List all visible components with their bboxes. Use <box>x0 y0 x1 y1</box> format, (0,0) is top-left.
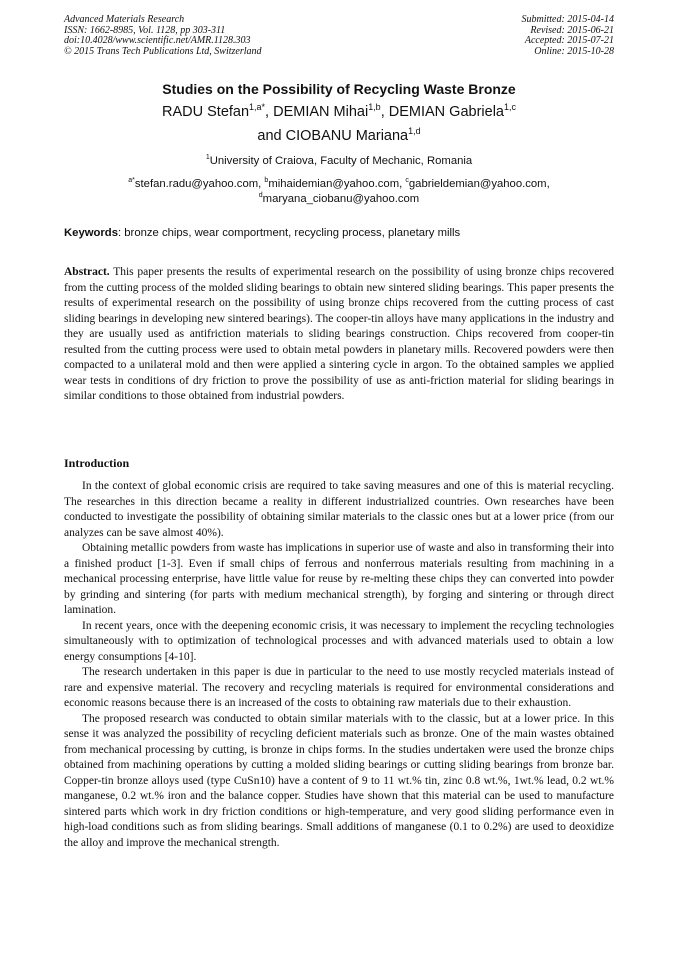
affiliation <box>0 155 678 167</box>
revised-date: Revised: 2015-06-21 <box>530 24 614 36</box>
affiliation-superscript: 1 <box>205 154 210 162</box>
author-superscript: 1,b <box>368 102 381 113</box>
submission-dates <box>522 15 615 57</box>
author-superscript: 1,c <box>503 102 516 113</box>
journal-name: Advanced Materials Research <box>64 14 185 25</box>
author-conjunction: and <box>257 128 286 144</box>
author-separator: , <box>265 104 274 120</box>
online-date: Online: 2015-10-28 <box>534 45 614 57</box>
email-address[interactable]: stefan.radu@yahoo.com, <box>134 178 265 190</box>
keywords-label: Keywords <box>64 227 118 239</box>
email-superscript: a* <box>128 177 135 185</box>
paragraph: The research undertaken in this paper is due in particular to the need to use mostly recycled materials instead of rare and expensive material. The recovery and recycling materials is required for environmental considerations and economic reasons because there is an increased of the costs to obtaining raw materials due to their exhaustion. <box>64 666 614 709</box>
affiliation-text: University of Craiova, Faculty of Mechanic, Romania <box>209 155 473 167</box>
email-superscript: c <box>405 177 409 185</box>
issn-line: ISSN: 1662-8985, Vol. 1128, pp 303-311 <box>64 24 226 36</box>
paragraph: In recent years, once with the deepening economic crisis, it was necessary to implement the recycling technologies simultaneously with to optimization of technological processes and with advanced materials used to obtain a low energy consumptions [4-10]. <box>64 619 614 663</box>
copyright-line: © 2015 Trans Tech Publications Ltd, Switzerland <box>64 45 262 57</box>
introduction-heading: Introduction <box>64 456 130 470</box>
abstract-label: Abstract. <box>64 266 110 278</box>
author-name: RADU Stefan <box>162 104 250 120</box>
email-superscript: b <box>264 177 269 185</box>
author-superscript: 1,a* <box>249 102 266 113</box>
emails-line-2 <box>0 192 678 207</box>
email-superscript: d <box>258 192 263 200</box>
journal-info <box>64 15 262 57</box>
authors-line-1 <box>0 104 678 120</box>
keywords-text: : bronze chips, wear comportment, recycling process, planetary mills <box>118 227 461 239</box>
authors-line-2 <box>0 128 678 144</box>
author-name: CIOBANU Mariana <box>285 128 409 144</box>
paper-title: Studies on the Possibility of Recycling Waste Bronze <box>162 81 516 97</box>
email-address[interactable]: mihaidemian@yahoo.com, <box>268 178 406 190</box>
paragraph: In the context of global economic crisis are required to take saving measures and one of this is material recycling. The researches in this direction became a reality in different industrialized countries. Own researches have been conducted to investigate the possibility of obtaining similar materials to the classic ones but at a lower price (from our analyzes can be save almost 40%). <box>64 480 614 539</box>
emails-line-1 <box>0 177 678 192</box>
doi-line[interactable]: doi:10.4028/www.scientific.net/AMR.1128.303 <box>64 35 251 46</box>
accepted-date: Accepted: 2015-07-21 <box>524 35 614 46</box>
author-name: DEMIAN Mihai <box>273 104 369 120</box>
keywords <box>64 227 614 239</box>
email-address[interactable]: gabrieldemian@yahoo.com, <box>408 178 550 190</box>
author-superscript: 1,d <box>408 126 421 137</box>
author-name: DEMIAN Gabriela <box>388 104 504 120</box>
abstract <box>64 265 614 405</box>
submitted-date: Submitted: 2015-04-14 <box>521 14 614 25</box>
author-emails <box>0 177 678 207</box>
abstract-text: This paper presents the results of experimental research on the possibility of using bronze chips recovered from the cutting process of the molded sliding bearings to obtain new sintered sliding bearings. This paper presents the results of experimental research on the possibility of using bronze chips recovered from the cutting process of cast sliding bearings in developing new sintered bearings). The cooper-tin alloys have many applications in the industry and they are usually used as antifriction materials to sliding bearings construction. Chips recovered from cooper-tin resulted from the cutting process were used to obtain metal powders in planetary mills. Recovered powders were then compacted to a unilateral mold and then were applied a sintering cycle in argon. To the obtained samples we applied wear tests in conditions of dry friction to prove the possibility of use as anti-friction material for sliding bearings in similar conditions to those obtained from industrial powders. <box>64 266 614 402</box>
author-separator: , <box>380 104 389 120</box>
paragraph: The proposed research was conducted to obtain similar materials with to the classic, but at a lower price. In this sense it was analyzed the possibility of recycling deficient materials such as bronze. One of the main wastes obtained from mechanical processing by cutting, is bronze in chips forms. In the studies undertaken were used the bronze chips obtained from machining operations by cutting a molded sliding bearings or cutting sliding bearings from bronze bar. Copper-tin bronze alloys used (type CuSn10) have a content of 9 to 11 wt.% tin, zinc 0.8 wt.%, 1wt.% lead, 0.2 wt.% manganese, 0.2 wt.% iron and the balance copper. Studies have shown that this material can be used to manufacture sintered parts which work in dry friction conditions or high-temperature, and very good sliding performance even in high-load conditions such as from sliding bearings. Small additions of manganese (0.1 to 0.2%) are used to deoxidize the alloy and improve the mechanical strength. <box>64 712 614 849</box>
introduction-body <box>64 479 614 851</box>
email-address[interactable]: maryana_ciobanu@yahoo.com <box>262 193 420 205</box>
paragraph: Obtaining metallic powders from waste has implications in superior use of waste and also in transforming their into a finished product [1-3]. Even if small chips of ferrous and nonferrous materials resulting from machining in a mechanical processing enterprise, have little value for reuse by re-melting these chips they can converted into powder by grinding and sintering (for parts with medium mechanical strength), by forging and sintering or through direct lamination. <box>64 542 614 616</box>
